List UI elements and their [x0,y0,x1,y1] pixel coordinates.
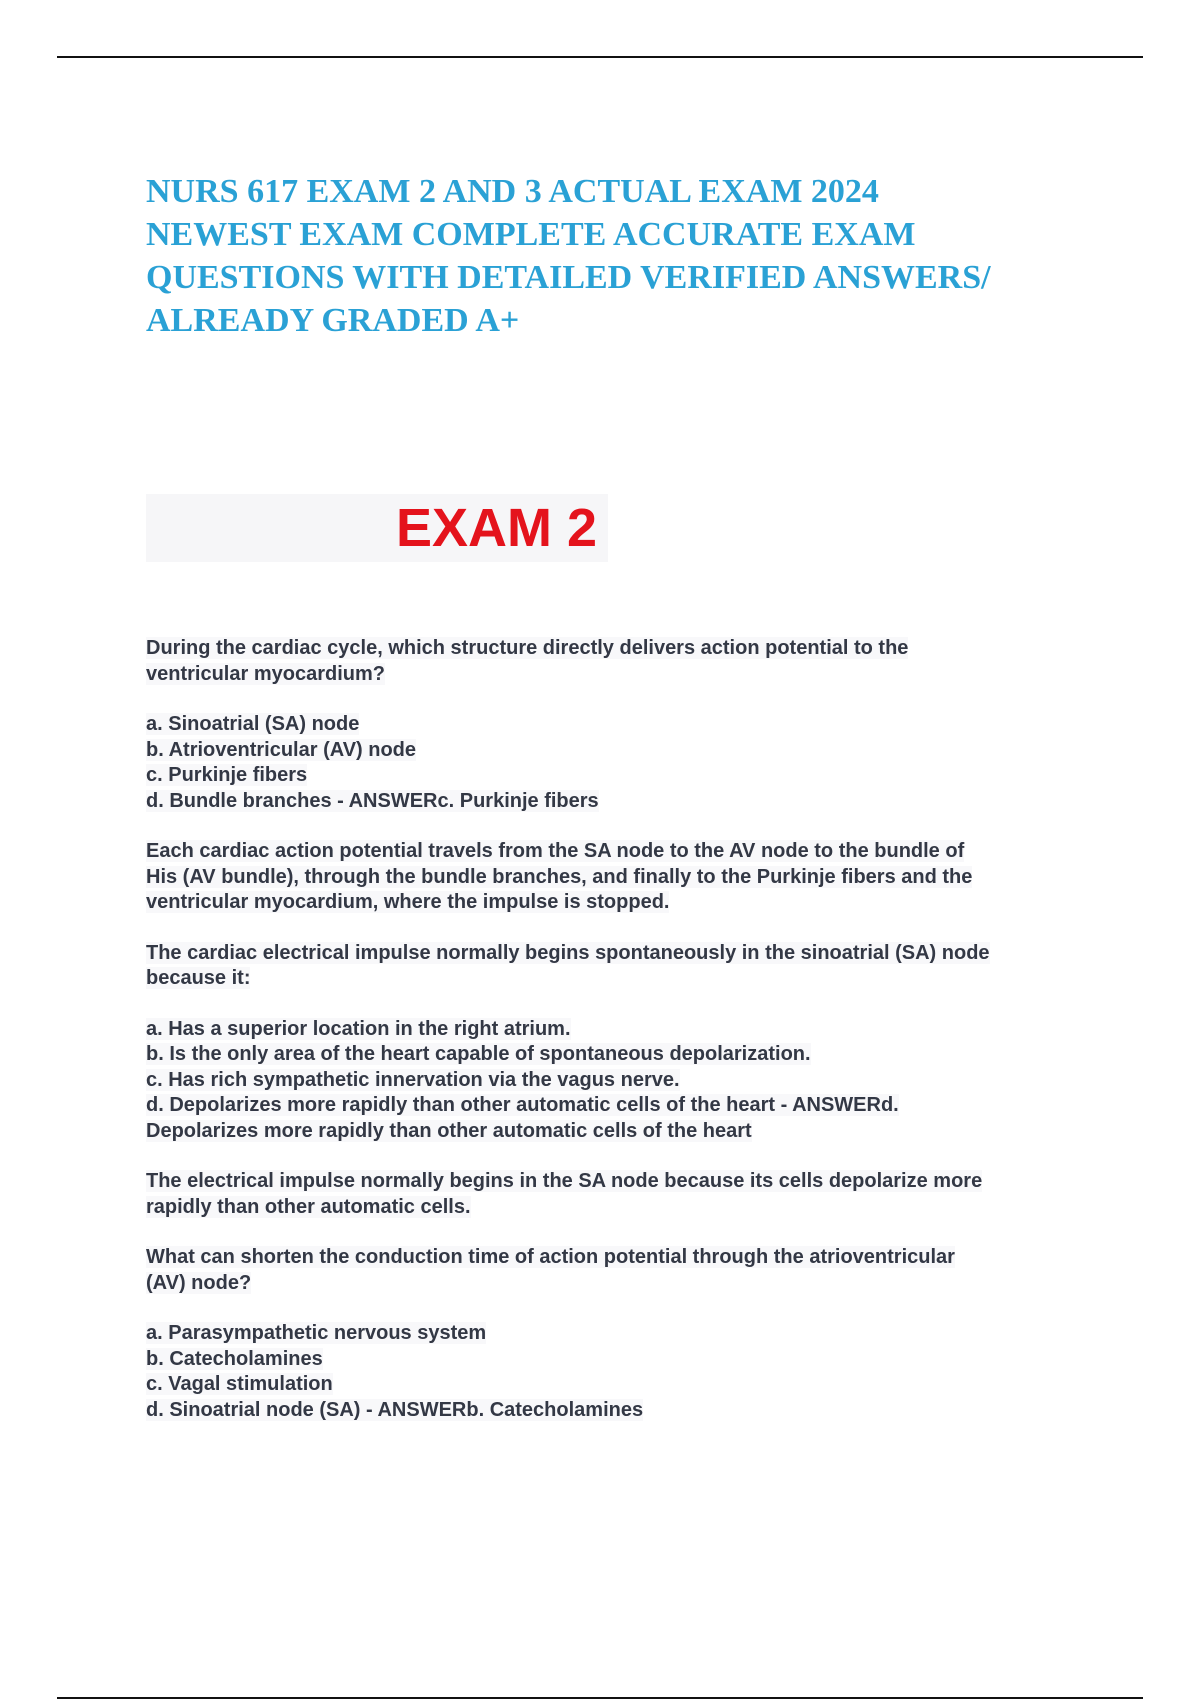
question-line: because it: [146,967,251,989]
option-line: c. Purkinje fibers [146,764,308,786]
option-line: b. Is the only area of the heart capable of spontaneous depolarization. [146,1043,811,1065]
question-2-options [146,1017,1106,1145]
rationale-line: rapidly than other automatic cells. [146,1195,471,1218]
question-line: The cardiac electrical impulse normally begins spontaneously in the sinoatrial (SA) node [146,941,990,964]
option-line: a. Parasympathetic nervous system [146,1322,487,1344]
document-title [146,170,1106,342]
title-line: NEWEST EXAM COMPLETE ACCURATE EXAM [146,216,916,253]
question-line: ventricular myocardium? [146,662,385,685]
question-2-text [146,941,1106,992]
option-line: c. Vagal stimulation [146,1373,333,1395]
rationale-line: The electrical impulse normally begins in the SA node because its cells depolarize more [146,1170,983,1192]
title-line: ALREADY GRADED A+ [146,302,520,339]
option-answer-line: d. Depolarizes more rapidly than other automatic cells of the heart - ANSWERd. [146,1094,899,1116]
option-line: c. Has rich sympathetic innervation via the vagus nerve. [146,1068,680,1091]
option-line: a. Has a superior location in the right atrium. [146,1017,571,1040]
question-3-text [146,1245,1106,1296]
rationale-line: His (AV bundle), through the bundle branches, and finally to the Purkinje fibers and the [146,865,973,888]
bottom-rule [57,1697,1143,1699]
question-line: (AV) node? [146,1271,252,1294]
rationale-line: ventricular myocardium, where the impulse is stopped. [146,891,670,913]
title-line: NURS 617 EXAM 2 AND 3 ACTUAL EXAM 2024 [146,173,879,210]
question-line: What can shorten the conduction time of action potential through the atrioventricular [146,1246,955,1268]
question-1-options [146,712,1106,814]
question-line: During the cardiac cycle, which structure directly delivers action potential to the [146,637,909,659]
rationale-line: Each cardiac action potential travels from the SA node to the AV node to the bundle of [146,840,965,862]
question-1-text [146,636,1106,687]
top-rule [57,56,1143,58]
option-answer-line: d. Sinoatrial node (SA) - ANSWERb. Catecholamines [146,1398,644,1421]
option-answer-line: d. Bundle branches - ANSWERc. Purkinje fibers [146,789,599,812]
option-answer-line: Depolarizes more rapidly than other automatic cells of the heart [146,1119,752,1142]
questions-content [146,636,1106,1448]
option-line: b. Atrioventricular (AV) node [146,738,417,761]
title-line: QUESTIONS WITH DETAILED VERIFIED ANSWERS/ [146,259,991,296]
question-3-options [146,1321,1106,1423]
section-heading: EXAM 2 [396,498,598,558]
option-line: b. Catecholamines [146,1347,323,1370]
question-1-rationale [146,839,1106,916]
question-2-rationale [146,1169,1106,1220]
option-line: a. Sinoatrial (SA) node [146,713,360,735]
